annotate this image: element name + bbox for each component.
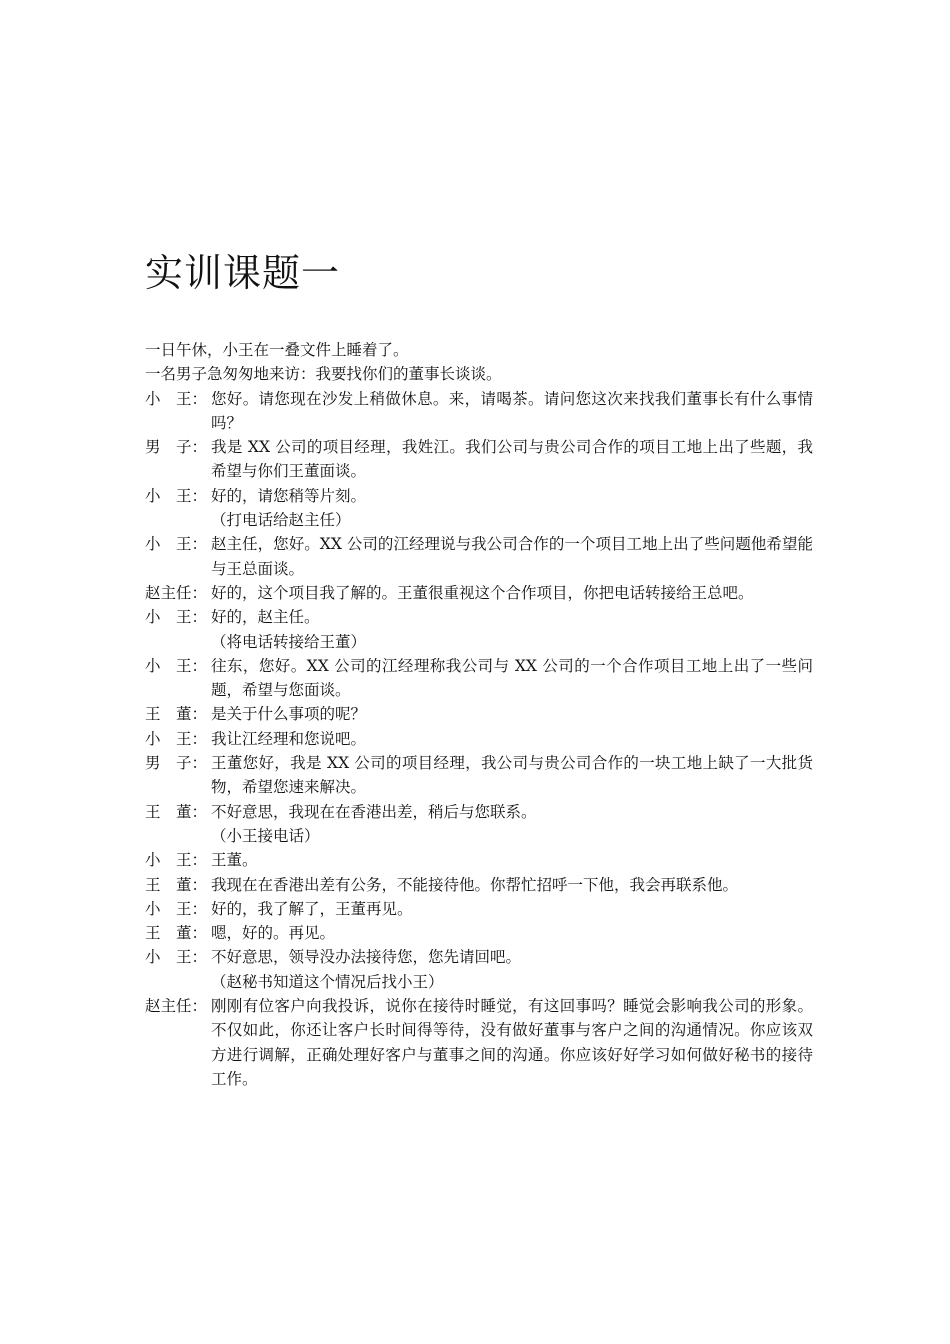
narration-line: 一日午休，小王在一叠文件上睡着了。 xyxy=(145,341,409,359)
stage-direction: （赵秘书知道这个情况后找小王） xyxy=(211,972,444,991)
speaker-label: 男 子： xyxy=(145,438,208,457)
speaker-label: 男 子： xyxy=(145,754,208,773)
dialogue-text: 赵主任，您好。XX 公司的江经理说与我公司合作的一个项目工地上出了些问题他希望能与王总面谈。 xyxy=(211,535,813,578)
dialogue-body xyxy=(145,338,813,1091)
speaker-label: 小 王： xyxy=(145,851,208,870)
dialogue-line xyxy=(145,605,813,629)
dialogue-text: 是关于什么事项的呢？ xyxy=(211,705,367,724)
dialogue-line xyxy=(145,435,813,484)
dialogue-text: 我现在在香港出差有公务，不能接待他。你帮忙招呼一下他，我会再联系他。 xyxy=(211,875,739,894)
dialogue-line xyxy=(145,873,813,897)
speaker-label: 赵主任： xyxy=(145,583,208,602)
dialogue-text: 好的，我了解了，王董再见。 xyxy=(211,899,413,918)
speaker-label: 小 王： xyxy=(145,899,208,918)
speaker-label: 王 董： xyxy=(145,924,208,943)
dialogue-line xyxy=(145,897,813,921)
dialogue-text: 您好。请您现在沙发上稍做休息。来，请喝茶。请问您这次来找我们董事长有什么事情吗？ xyxy=(211,389,813,432)
dialogue-line xyxy=(145,994,813,1091)
speaker-label: 小 王： xyxy=(145,729,208,748)
stage-direction: （小王接电话） xyxy=(211,826,320,845)
narration-line: 一名男子急匆匆地来访：我要找你们的董事长谈谈。 xyxy=(145,365,502,384)
dialogue-line xyxy=(145,581,813,605)
dialogue-text: 好的，请您稍等片刻。 xyxy=(211,486,367,505)
dialogue-text: 我是 XX 公司的项目经理，我姓江。我们公司与贵公司合作的项目工地上出了些题，我希望与你们王董面谈。 xyxy=(211,438,813,481)
dialogue-text: 不好意思，领导没办法接待您，您先请回吧。 xyxy=(211,948,522,967)
speaker-label: 王 董： xyxy=(145,875,208,894)
dialogue-line xyxy=(145,800,813,824)
dialogue-text: 往东，您好。XX 公司的江经理称我公司与 XX 公司的一个合作项目工地上出了一些问题，希望与您面谈。 xyxy=(211,656,813,700)
dialogue-text: 王董您好，我是 XX 公司的项目经理，我公司与贵公司合作的一块工地上缺了一大批货物，希望您速来解决。 xyxy=(211,754,813,797)
dialogue-text: 刚刚有位客户向我投诉，说你在接待时睡觉，有这回事吗？睡觉会影响我公司的形象。不仅如此，你还让客户长时间得等待，没有做好董事与客户之间的沟通情况。你应该双方进行调解，正确处理好客户与董事之间的沟通。你应该好好学习如何做好秘书的接待工作。 xyxy=(211,997,813,1088)
speaker-label: 小 王： xyxy=(145,608,208,627)
dialogue-line xyxy=(145,727,813,751)
dialogue-line xyxy=(145,532,813,581)
dialogue-text: 好的，这个项目我了解的。王董很重视这个合作项目，你把电话转接给王总吧。 xyxy=(211,583,754,602)
dialogue-line xyxy=(145,387,813,436)
speaker-label: 小 王： xyxy=(145,535,208,554)
dialogue-line xyxy=(145,921,813,945)
dialogue-line xyxy=(145,751,813,800)
speaker-label: 王 董： xyxy=(145,705,208,724)
dialogue-line xyxy=(145,945,813,969)
dialogue-text: 不好意思，我现在在香港出差，稍后与您联系。 xyxy=(211,802,537,821)
stage-direction: （打电话给赵主任） xyxy=(211,511,351,530)
speaker-label: 小 王： xyxy=(145,948,208,967)
stage-direction: （将电话转接给王董） xyxy=(211,632,367,651)
dialogue-line xyxy=(145,484,813,508)
page-title: 实训课题一 xyxy=(145,251,341,295)
dialogue-line xyxy=(145,848,813,872)
speaker-label: 王 董： xyxy=(145,802,208,821)
dialogue-text: 嗯，好的。再见。 xyxy=(211,924,336,943)
dialogue-line xyxy=(145,654,813,703)
speaker-label: 小 王： xyxy=(145,486,208,505)
speaker-label: 赵主任： xyxy=(145,997,208,1016)
dialogue-line xyxy=(145,702,813,726)
speaker-label: 小 王： xyxy=(145,389,208,408)
dialogue-text: 王董。 xyxy=(211,851,258,870)
dialogue-text: 我让江经理和您说吧。 xyxy=(211,729,367,748)
dialogue-text: 好的，赵主任。 xyxy=(211,608,320,627)
speaker-label: 小 王： xyxy=(145,656,208,675)
